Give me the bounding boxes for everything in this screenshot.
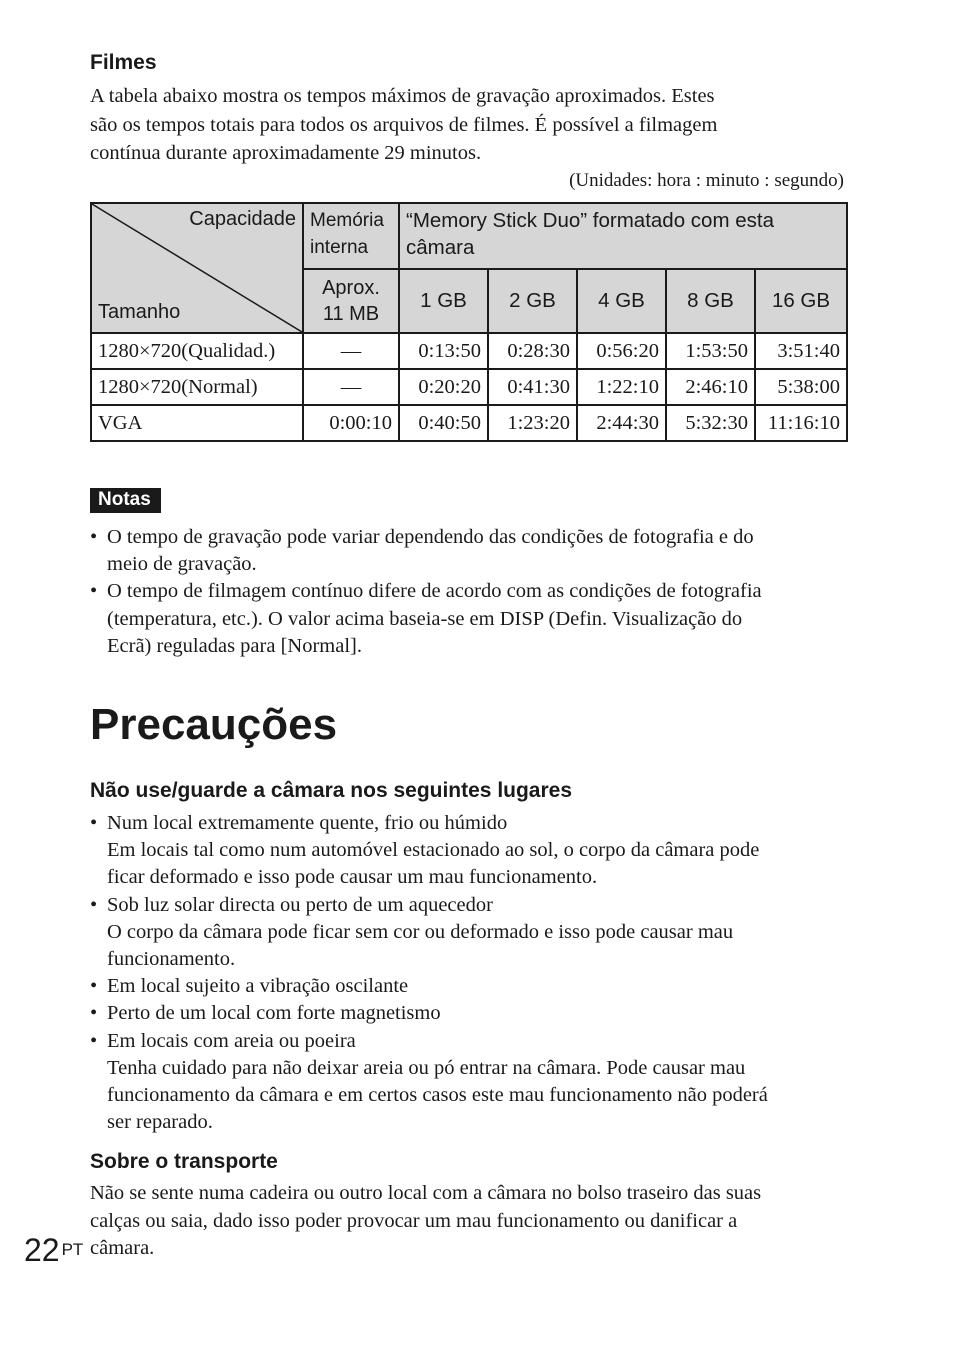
item-line: Em locais tal como num automóvel estacionado ao sol, o corpo da câmara pode — [107, 839, 760, 862]
aprox-header — [303, 269, 399, 333]
memoria-header — [303, 203, 399, 269]
list-item — [90, 524, 850, 578]
intro-line: contínua durante aproximadamente 29 minutos. — [90, 142, 482, 164]
gb-header: 2 GB — [488, 269, 577, 333]
transport-line: Não se sente numa cadeira ou outro local com a câmara no bolso traseiro das suas — [90, 1182, 762, 1204]
note-line: meio de gravação. — [107, 553, 257, 576]
section-heading-transporte: Sobre o transporte — [90, 1150, 278, 1173]
note-line: Ecrã) reguladas para [Normal]. — [107, 634, 362, 657]
size-cell: 1280×720(Normal) — [91, 369, 303, 405]
item-line: O corpo da câmara pode ficar sem cor ou deformado e isso pode causar mau — [107, 920, 734, 943]
precaucoes-list — [90, 810, 850, 1136]
note-line: • O tempo de filmagem contínuo difere de acordo com as condições de fotografia — [107, 580, 762, 603]
gb-header: 16 GB — [755, 269, 847, 333]
list-item — [90, 892, 850, 974]
note-line: • O tempo de gravação pode variar dependendo das condições de fotografia e do — [107, 526, 754, 548]
gb-header: 1 GB — [399, 269, 488, 333]
size-cell: VGA — [91, 405, 303, 441]
internal-cell: — — [303, 333, 399, 369]
table-row — [91, 369, 847, 405]
intro-line: são os tempos totais para todos os arquivos de filmes. É possível a filmagem — [90, 113, 718, 136]
list-item — [90, 1028, 850, 1137]
capacidade-label: Capacidade — [189, 208, 296, 230]
list-item — [90, 810, 850, 892]
time-cell: 3:51:40 — [755, 333, 847, 369]
filmes-intro — [90, 82, 870, 168]
transporte-paragraph — [90, 1180, 870, 1263]
page-title: Precauções — [90, 700, 338, 749]
notas-list — [90, 524, 850, 660]
item-line: ficar deformado e isso pode causar um mau funcionamento. — [107, 866, 598, 889]
item-line: funcionamento da câmara e em certos casos este mau funcionamento não poderá — [107, 1084, 768, 1107]
transport-line: câmara. — [90, 1237, 155, 1259]
time-cell: 0:13:50 — [399, 333, 488, 369]
item-line: • Num local extremamente quente, frio ou húmido — [107, 812, 508, 834]
memoria-header-line: Memória — [310, 210, 384, 231]
units-note: (Unidades: hora : minuto : segundo) — [569, 170, 844, 191]
item-line: ser reparado. — [107, 1111, 213, 1134]
page-number-value: 22 — [24, 1232, 60, 1268]
list-item — [90, 578, 850, 660]
section-heading-locais: Não use/guarde a câmara nos seguintes lugares — [90, 779, 573, 802]
time-cell: 0:56:20 — [577, 333, 666, 369]
notas-badge: Notas — [90, 488, 161, 513]
list-item — [90, 973, 850, 1000]
memoria-header-line: interna — [310, 237, 369, 258]
gb-header: 8 GB — [666, 269, 755, 333]
time-cell: 0:41:30 — [488, 369, 577, 405]
aprox-line: Aprox. — [322, 277, 380, 299]
filmes-heading: Filmes — [90, 51, 157, 74]
table-row — [91, 333, 847, 369]
item-line: • Perto de um local com forte magnetismo — [107, 1002, 441, 1025]
transport-line: calças ou saia, dado isso poder provocar um mau funcionamento ou danificar a — [90, 1209, 738, 1232]
internal-cell: 0:00:10 — [303, 405, 399, 441]
page-lang-code: PT — [61, 1240, 84, 1259]
tamanho-label: Tamanho — [98, 301, 181, 323]
item-line: • Em local sujeito a vibração oscilante — [107, 975, 409, 998]
recording-time-table — [90, 202, 848, 442]
page-number — [24, 1232, 83, 1269]
msd-header: “Memory Stick Duo” formatado com esta câmara — [399, 203, 847, 269]
time-cell: 1:53:50 — [666, 333, 755, 369]
intro-line: A tabela abaixo mostra os tempos máximos de gravação aproximados. Estes — [90, 85, 715, 107]
item-line: • Em locais com areia ou poeira — [107, 1029, 356, 1052]
corner-header-cell — [91, 203, 303, 333]
time-cell: 0:40:50 — [399, 405, 488, 441]
aprox-line: 11 MB — [322, 303, 380, 325]
time-cell: 2:44:30 — [577, 405, 666, 441]
list-item — [90, 1000, 850, 1027]
item-line: funcionamento. — [107, 948, 236, 971]
table-row — [91, 405, 847, 441]
gb-header: 4 GB — [577, 269, 666, 333]
time-cell: 1:22:10 — [577, 369, 666, 405]
item-line: • Sob luz solar directa ou perto de um aquecedor — [107, 893, 493, 916]
time-cell: 5:38:00 — [755, 369, 847, 405]
time-cell: 11:16:10 — [755, 405, 847, 441]
internal-cell: — — [303, 369, 399, 405]
item-line: Tenha cuidado para não deixar areia ou pó entrar na câmara. Pode causar mau — [107, 1056, 746, 1079]
time-cell: 0:28:30 — [488, 333, 577, 369]
time-cell: 1:23:20 — [488, 405, 577, 441]
time-cell: 0:20:20 — [399, 369, 488, 405]
size-cell: 1280×720(Qualidad.) — [91, 333, 303, 369]
time-cell: 2:46:10 — [666, 369, 755, 405]
note-line: (temperatura, etc.). O valor acima baseia-se em DISP (Defin. Visualização do — [107, 607, 743, 630]
time-cell: 5:32:30 — [666, 405, 755, 441]
